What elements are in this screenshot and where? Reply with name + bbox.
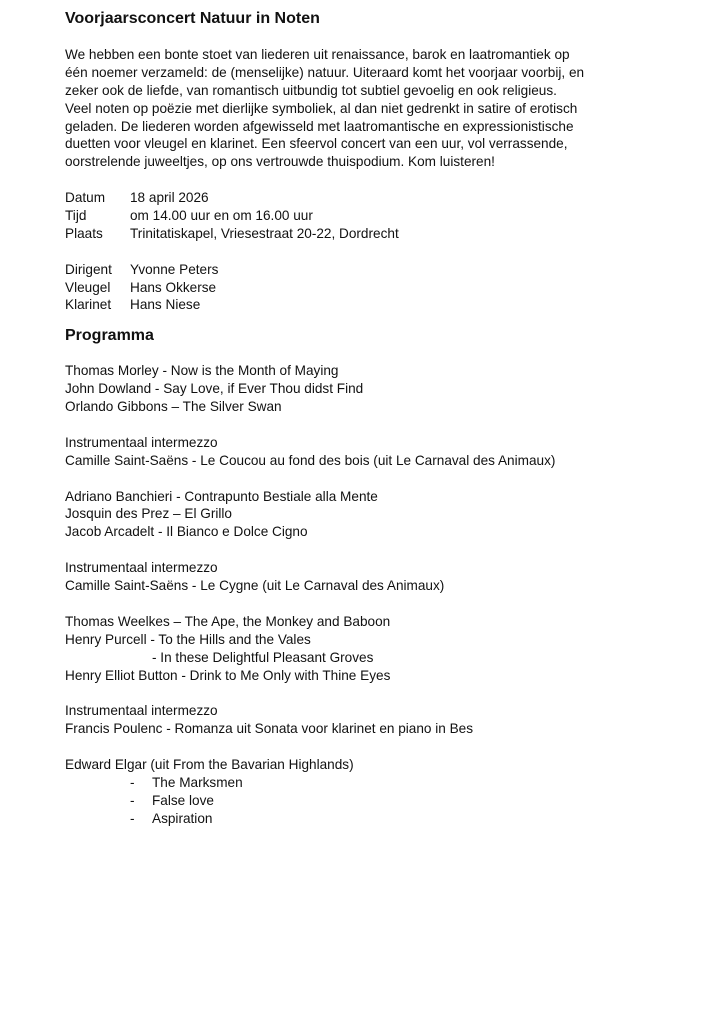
program-item-indented: - In these Delightful Pleasant Groves bbox=[152, 649, 374, 665]
intro-line: zeker ook de liefde, van romantisch uitbundig tot subtiel gevoelig en ook religieus. bbox=[65, 82, 557, 98]
intro-line: duetten voor vleugel en klarinet. Een sfeervol concert van een uur, vol verrassende, bbox=[65, 136, 568, 152]
program-heading: Programma bbox=[65, 327, 154, 345]
intro-paragraph bbox=[65, 46, 665, 171]
page-title: Voorjaarsconcert Natuur in Noten bbox=[65, 10, 320, 27]
program-block bbox=[65, 613, 665, 685]
program-item: Francis Poulenc - Romanza uit Sonata voor klarinet en piano in Bes bbox=[65, 721, 474, 737]
detail-row-tijd: Tijd om 14.00 uur en om 16.00 uur bbox=[65, 208, 313, 224]
program-item: Henry Elliot Button - Drink to Me Only with Thine Eyes bbox=[65, 667, 391, 683]
program-item: Henry Purcell - To the Hills and the Vales bbox=[65, 631, 311, 647]
intro-line: één noemer verzameld: de (menselijke) natuur. Uiteraard komt het voorjaar voorbij, en bbox=[65, 64, 585, 80]
program-item: Instrumentaal intermezzo bbox=[65, 703, 218, 719]
program-item: Thomas Morley - Now is the Month of Maying bbox=[65, 363, 339, 379]
program-block bbox=[65, 362, 665, 416]
performers-list bbox=[65, 261, 665, 315]
program-item: Instrumentaal intermezzo bbox=[65, 434, 218, 450]
program-item: Jacob Arcadelt - Il Bianco e Dolce Cigno bbox=[65, 524, 308, 540]
list-item: - The Marksmen bbox=[65, 774, 665, 792]
details-list bbox=[65, 189, 665, 243]
intro-line: oorstrelende juweeltjes, op ons vertrouwde thuispodium. Kom luisteren! bbox=[65, 154, 495, 170]
intro-line: Veel noten op poëzie met dierlijke symboliek, al dan niet gedrenkt in satire of erotisch bbox=[65, 100, 578, 116]
program-item: Josquin des Prez – El Grillo bbox=[65, 506, 232, 522]
program-block-elgar bbox=[65, 756, 665, 828]
list-item: - False love bbox=[65, 792, 665, 810]
program-item: Thomas Weelkes – The Ape, the Monkey and Baboon bbox=[65, 613, 391, 629]
list-item: - Aspiration bbox=[65, 810, 665, 828]
intro-line: geladen. De liederen worden afgewisseld met laatromantische en expressionistische bbox=[65, 118, 574, 134]
dash-bullet: - bbox=[130, 774, 135, 790]
performer-row-dirigent: Dirigent Yvonne Peters bbox=[65, 261, 219, 277]
dash-bullet: - bbox=[130, 792, 135, 808]
program-block bbox=[65, 488, 665, 542]
program-item: John Dowland - Say Love, if Ever Thou didst Find bbox=[65, 381, 364, 397]
program-item: Instrumentaal intermezzo bbox=[65, 560, 218, 576]
intro-line: We hebben een bonte stoet van liederen uit renaissance, barok en laatromantiek op bbox=[65, 47, 570, 62]
dash-bullet: - bbox=[130, 810, 135, 826]
program-block bbox=[65, 434, 665, 470]
program-item: Camille Saint-Saëns - Le Cygne (uit Le Carnaval des Animaux) bbox=[65, 578, 445, 594]
performer-row-klarinet: Klarinet Hans Niese bbox=[65, 297, 201, 313]
program-item: Edward Elgar (uit From the Bavarian Highlands) bbox=[65, 756, 354, 772]
program-item: Adriano Banchieri - Contrapunto Bestiale alla Mente bbox=[65, 488, 378, 504]
program-block bbox=[65, 702, 665, 738]
program-item: Camille Saint-Saëns - Le Coucou au fond des bois (uit Le Carnaval des Animaux) bbox=[65, 452, 556, 468]
detail-row-datum: Datum 18 april 2026 bbox=[65, 190, 209, 206]
program-block bbox=[65, 559, 665, 595]
performer-row-vleugel: Vleugel Hans Okkerse bbox=[65, 279, 217, 295]
document-content bbox=[65, 9, 665, 828]
detail-row-plaats: Plaats Trinitatiskapel, Vriesestraat 20-22, Dordrecht bbox=[65, 225, 399, 241]
program-item: Orlando Gibbons – The Silver Swan bbox=[65, 399, 282, 415]
